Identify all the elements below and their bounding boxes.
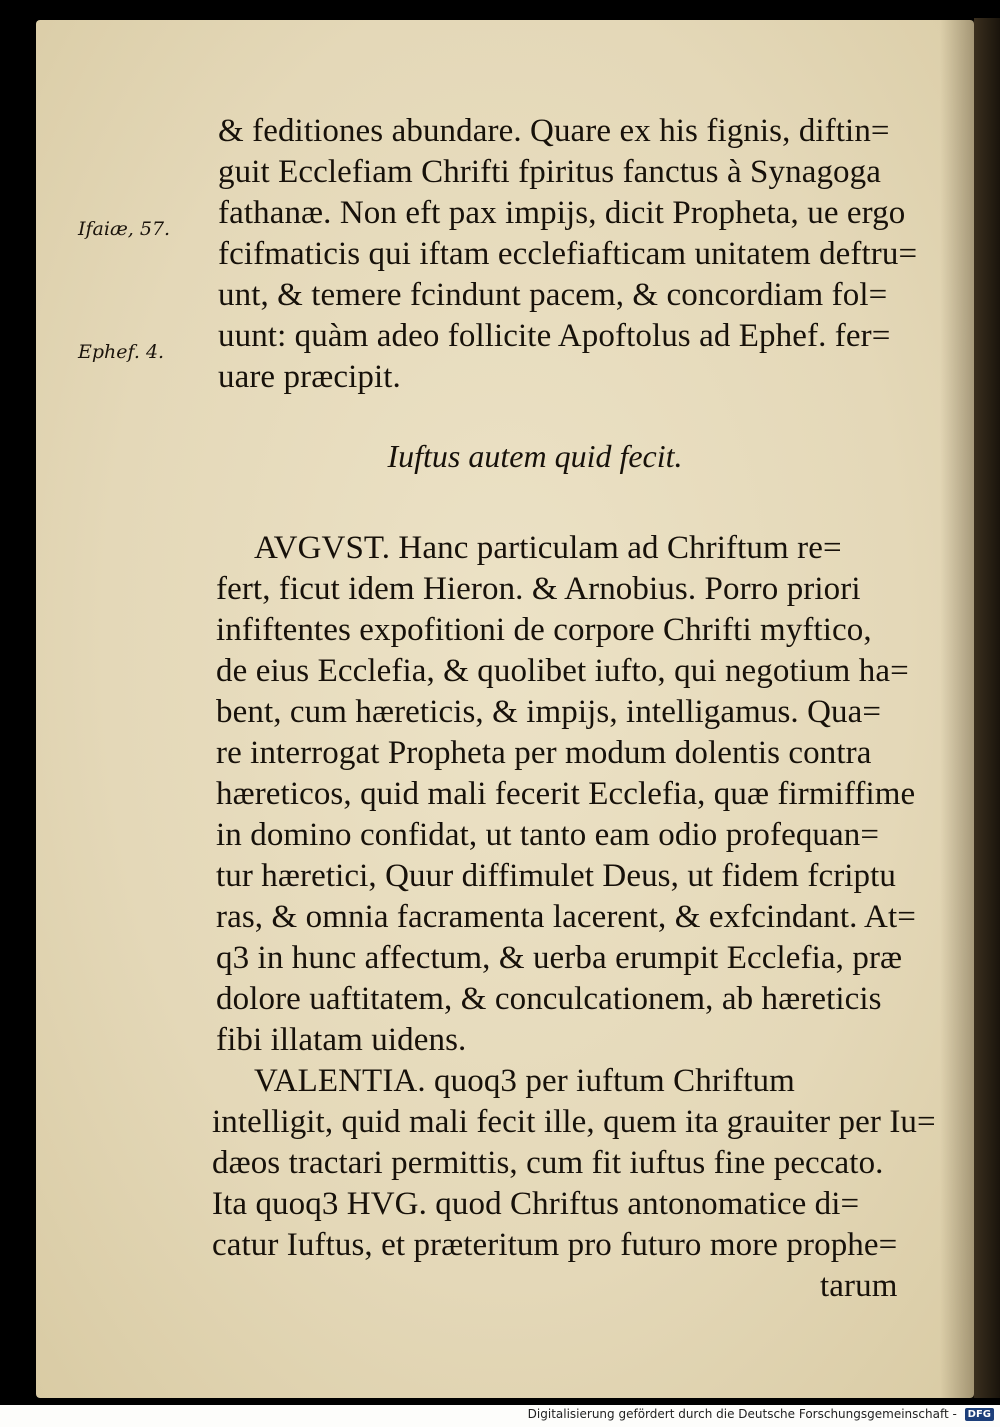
margin-note-ephesians: Ephef. 4. <box>78 341 165 363</box>
text-line: catur Iuftus, et præteritum pro futuro more prophe= <box>212 1227 898 1263</box>
text-line: fathanæ. Non eft pax impijs, dicit Propheta, ue ergo <box>218 195 906 231</box>
text-line: uunt: quàm adeo follicite Apoftolus ad Ephef. fer= <box>218 318 891 354</box>
text-line: unt, & temere fcindunt pacem, & concordiam fol= <box>218 277 888 313</box>
digitization-footer <box>528 1407 994 1421</box>
catchword: tarum <box>820 1268 898 1304</box>
page-gutter-shadow <box>940 20 974 1398</box>
text-line: ras, & omnia facramenta lacerent, & exfcindant. At= <box>216 899 916 935</box>
book-edge <box>974 18 1000 1398</box>
margin-note-isaiah: Ifaiæ, 57. <box>78 218 171 240</box>
footer-text: Digitalisierung gefördert durch die Deutsche Forschungsgemeinschaft - <box>527 1407 957 1421</box>
text-line: intelligit, quid mali fecit ille, quem ita grauiter per Iu= <box>212 1104 936 1140</box>
text-line: dæos tractari permittis, cum fit iuftus fine peccato. <box>212 1145 884 1181</box>
text-line: fibi illatam uidens. <box>216 1022 467 1058</box>
text-line: VALENTIA. quoq3 per iuftum Chriftum <box>254 1063 795 1099</box>
section-heading: Iuftus autem quid fecit. <box>387 438 683 474</box>
text-line: infiftentes expofitioni de corpore Chrifti myftico, <box>216 612 872 648</box>
text-line: Ita quoq3 HVG. quod Chriftus antonomatice di= <box>212 1186 860 1222</box>
text-line: AVGVST. Hanc particulam ad Chriftum re= <box>254 530 842 566</box>
text-line: q3 in hunc affectum, & uerba erumpit Ecclefia, præ <box>216 940 903 976</box>
text-line: in domino confidat, ut tanto eam odio profequan= <box>216 817 880 853</box>
text-line: bent, cum hæreticis, & impijs, intelligamus. Qua= <box>216 694 882 730</box>
text-line: de eius Ecclefia, & quolibet iufto, qui negotium ha= <box>216 653 909 689</box>
text-line: dolore uaftitatem, & conculcationem, ab hæreticis <box>216 981 882 1017</box>
text-line: uare præcipit. <box>218 359 401 395</box>
dfg-logo: DFG <box>965 1408 994 1421</box>
text-line: fcifmaticis qui iftam ecclefiafticam unitatem deftru= <box>218 236 918 272</box>
text-line: hæreticos, quid mali fecerit Ecclefia, quæ firmiffime <box>216 776 916 812</box>
text-line: & feditiones abundare. Quare ex his fignis, diftin= <box>218 113 890 149</box>
text-line: tur hæretici, Quur diffimulet Deus, ut fidem fcriptu <box>216 858 897 894</box>
text-line: re interrogat Propheta per modum dolentis contra <box>216 735 872 771</box>
text-line: guit Ecclefiam Chrifti fpiritus fanctus à Synagoga <box>218 154 881 190</box>
text-line: fert, ficut idem Hieron. & Arnobius. Porro priori <box>216 571 861 607</box>
